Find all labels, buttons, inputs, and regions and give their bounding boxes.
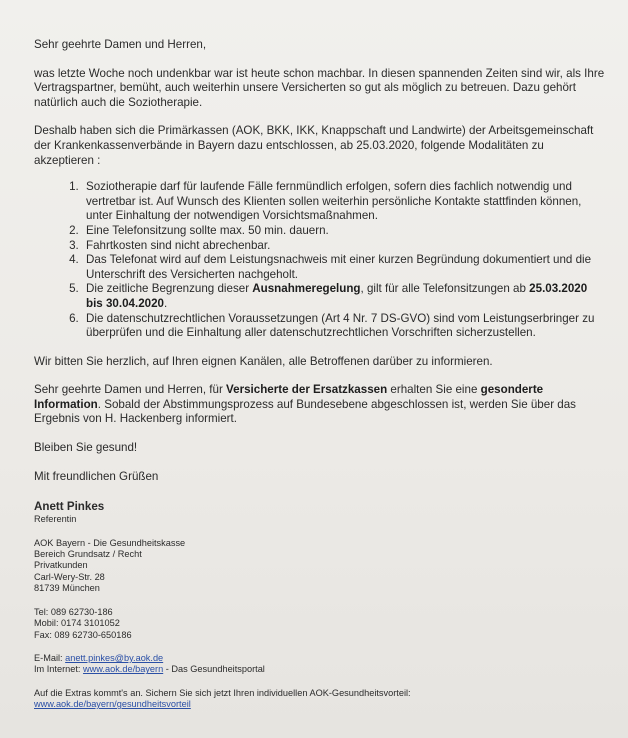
item-bold: 25.03.2020 bis 30.04.2020 bbox=[86, 282, 588, 310]
list-item: 6. Die datenschutzrechtlichen Voraussetzungen (Art 4 Nr. 7 DS-GVO) sind vom Leistungserbringer zu überprüfen und die Einhaltung aller datenschutzrechtlichen Vorschriften sicherzustellen. bbox=[82, 312, 606, 341]
list-item: 3. Fahrtkosten sind nicht abrechenbar. bbox=[82, 239, 606, 254]
online-block bbox=[34, 653, 606, 676]
request-paragraph: Wir bitten Sie herzlich, auf Ihren eignen Kanälen, alle Betroffenen darüber zu informieren. bbox=[34, 354, 493, 368]
list-item: 4. Das Telefonat wird auf dem Leistungsnachweis mit einer kurzen Begründung dokumentiert und die Unterschrift des Versicherten nachgeholt. bbox=[82, 253, 606, 282]
unit: Privatkunden bbox=[34, 560, 88, 571]
intro-paragraph: was letzte Woche noch undenkbar war ist heute schon machbar. In diesen spannenden Zeiten sind wir, als Ihre Vertragspartner, bemüht, auch weiterhin unsere Versicherten so gut als möglich zu betreuen. Dazu gehört natürlich auch die Soziotherapie. bbox=[34, 66, 605, 109]
promo-block bbox=[34, 688, 606, 711]
item-bold: Ausnahmeregelung bbox=[252, 282, 361, 296]
mobile: Mobil: 0174 3101052 bbox=[34, 618, 120, 629]
internet-suffix: - Das Gesundheitsportal bbox=[163, 664, 265, 675]
street: Carl-Wery-Str. 28 bbox=[34, 571, 105, 582]
closing-line: Mit freundlichen Grüßen bbox=[34, 469, 159, 483]
modalities-list bbox=[34, 180, 606, 341]
wish-line: Bleiben Sie gesund! bbox=[34, 441, 138, 455]
phone: Tel: 089 62730-186 bbox=[34, 606, 113, 617]
para-text: Sehr geehrte Damen und Herren, für bbox=[34, 383, 227, 397]
para-bold: gesonderte Information bbox=[34, 383, 544, 411]
ersatzkassen-paragraph bbox=[34, 383, 606, 427]
salutation: Sehr geehrte Damen und Herren, bbox=[34, 38, 207, 51]
internet-line bbox=[34, 664, 606, 675]
para-text: erhalten Sie eine bbox=[387, 383, 481, 397]
item-text: Die zeitliche Begrenzung dieser bbox=[86, 282, 253, 296]
email-link[interactable]: anett.pinkes@by.aok.de bbox=[65, 652, 164, 663]
list-item bbox=[82, 282, 606, 311]
promo-text: Auf die Extras kommt's an. Sichern Sie sich jetzt Ihren individuellen AOK-Gesundheitsvorteil: bbox=[34, 687, 411, 698]
internet-label: Im Internet: bbox=[34, 664, 84, 675]
fax: Fax: 089 62730-650186 bbox=[34, 629, 132, 640]
promo-link[interactable]: www.aok.de/bayern/gesundheitsvorteil bbox=[34, 699, 191, 710]
signature-role: Referentin bbox=[34, 514, 77, 525]
item-text: , gilt für alle Telefonsitzungen ab bbox=[360, 282, 530, 296]
address-block bbox=[34, 538, 606, 595]
city: 81739 München bbox=[34, 583, 100, 594]
org-name: AOK Bayern - Die Gesundheitskasse bbox=[34, 537, 186, 548]
signature-name: Anett Pinkes bbox=[34, 500, 105, 514]
internet-link[interactable]: www.aok.de/bayern bbox=[83, 664, 164, 675]
department: Bereich Grundsatz / Recht bbox=[34, 549, 142, 560]
list-item: 1. Soziotherapie darf für laufende Fälle fernmündlich erfolgen, sofern dies fachlich notwendig und vertretbar ist. Auf Wunsch des Klienten sollen weiterhin persönliche Kontakte stattfinden können, unter Einhaltung der notwendigen Vorsichtsmaßnahmen. bbox=[82, 180, 606, 224]
para-text: . Sobald der Abstimmungsprozess auf Bundesebene abgeschlossen ist, werden Sie über das Ergebnis von H. Hackenberg informiert. bbox=[34, 397, 576, 426]
email-label: E-Mail: bbox=[34, 652, 66, 663]
para-bold: Versicherte der Ersatzkassen bbox=[226, 383, 388, 397]
item-text: . bbox=[164, 296, 168, 310]
contact-block bbox=[34, 607, 606, 641]
list-item: 2. Eine Telefonsitzung sollte max. 50 min. dauern. bbox=[82, 224, 606, 239]
email-line bbox=[34, 653, 606, 664]
decision-paragraph: Deshalb haben sich die Primärkassen (AOK, BKK, IKK, Knappschaft und Landwirte) der Arbeitsgemeinschaft der Krankenkassenverbände in Bayern dazu entschlossen, ab 25.03.2020, folgende Modalitäten zu akzeptieren : bbox=[34, 124, 594, 167]
